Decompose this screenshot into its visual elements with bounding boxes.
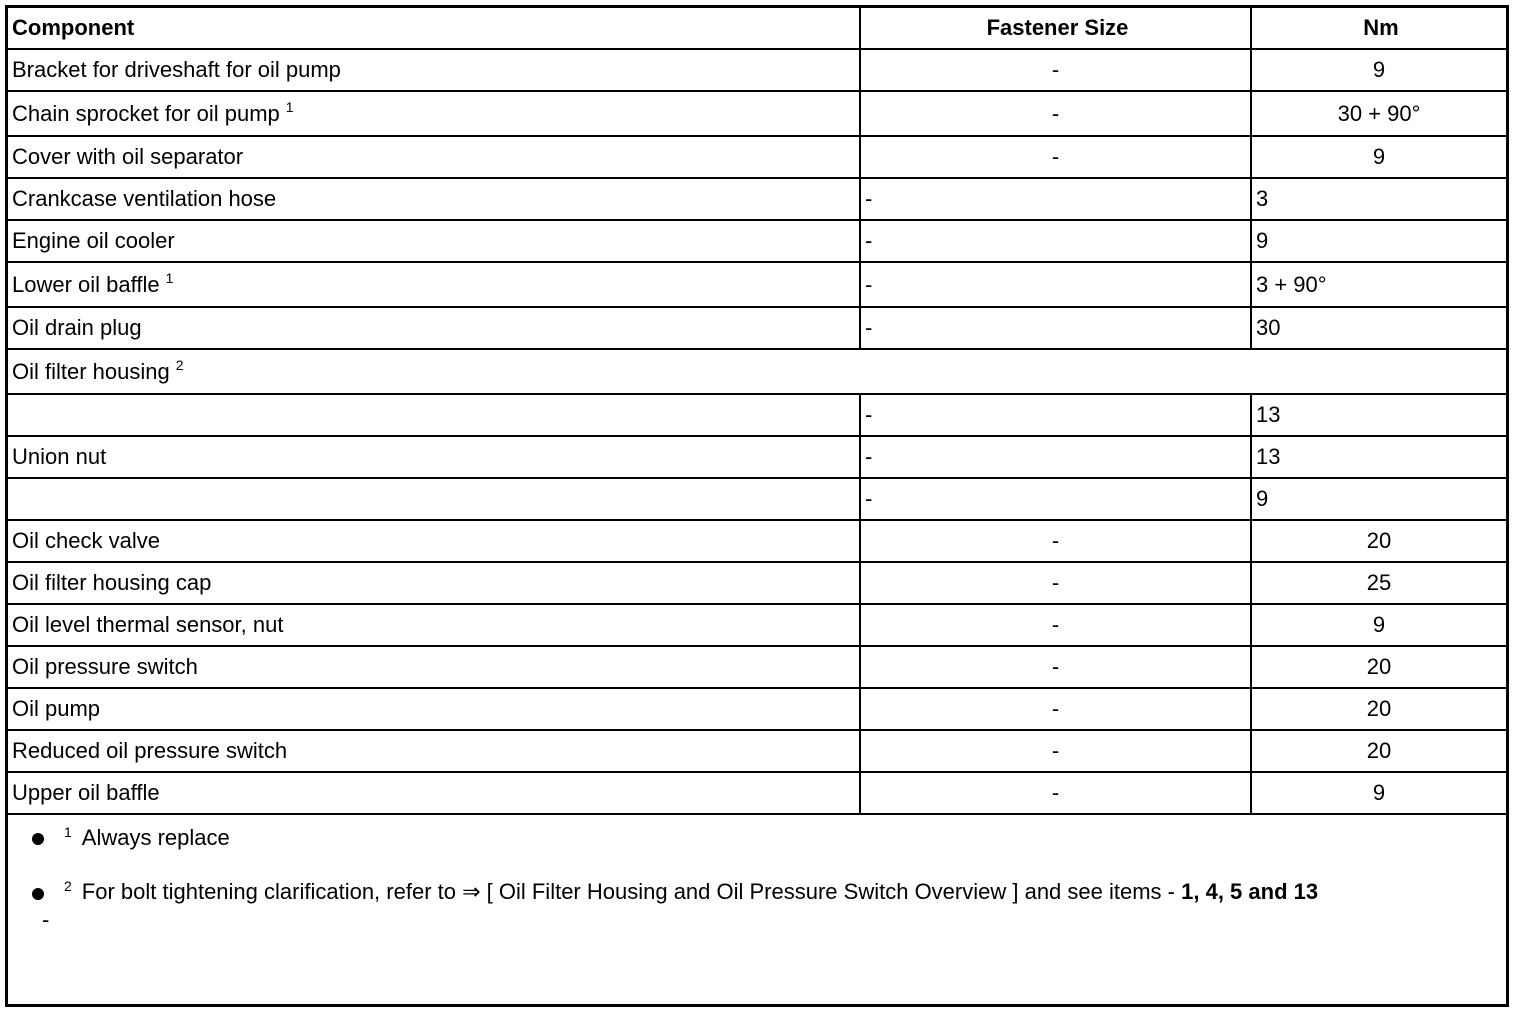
torque-spec-document bbox=[5, 5, 1509, 1007]
component-label: Oil level thermal sensor, nut bbox=[12, 612, 284, 637]
cell-component bbox=[8, 730, 860, 772]
component-label: Oil pressure switch bbox=[12, 654, 198, 679]
table-row bbox=[8, 478, 1506, 520]
cell-component bbox=[8, 220, 860, 262]
cell-fastener-size: - bbox=[860, 520, 1251, 562]
cell-component bbox=[8, 478, 860, 520]
cell-nm: 20 bbox=[1251, 520, 1506, 562]
cell-fastener-size: - bbox=[860, 49, 1251, 91]
table-row bbox=[8, 91, 1506, 136]
cell-nm: 3 + 90° bbox=[1251, 262, 1506, 307]
cell-fastener-size: - bbox=[860, 220, 1251, 262]
cell-nm: 13 bbox=[1251, 394, 1506, 436]
component-label: Oil pump bbox=[12, 696, 101, 721]
table-row bbox=[8, 436, 1506, 478]
cell-fastener-size: - bbox=[860, 562, 1251, 604]
footnote-marker: 2 bbox=[64, 877, 72, 894]
cell-fastener-size: - bbox=[860, 604, 1251, 646]
component-label: Crankcase ventilation hose bbox=[12, 186, 277, 211]
cell-fastener-size: - bbox=[860, 262, 1251, 307]
table-row bbox=[8, 220, 1506, 262]
table-row bbox=[8, 520, 1506, 562]
footnote-marker: 2 bbox=[175, 357, 184, 374]
cell-component bbox=[8, 562, 860, 604]
table-row bbox=[8, 262, 1506, 307]
footnotes bbox=[8, 822, 1506, 956]
cell-nm: 20 bbox=[1251, 646, 1506, 688]
component-label: Chain sprocket for oil pump bbox=[12, 100, 280, 126]
cell-component bbox=[8, 349, 1506, 394]
component-label: Union nut bbox=[12, 444, 107, 469]
cell-fastener-size: - bbox=[860, 730, 1251, 772]
component-label: Oil filter housing cap bbox=[12, 570, 212, 595]
bullet-icon bbox=[32, 888, 44, 900]
cell-nm: 9 bbox=[1251, 478, 1506, 520]
table-row bbox=[8, 136, 1506, 178]
footnote-1 bbox=[8, 822, 1506, 876]
cell-component bbox=[8, 178, 860, 220]
cell-fastener-size: - bbox=[860, 178, 1251, 220]
cell-nm: 25 bbox=[1251, 562, 1506, 604]
cell-fastener-size: - bbox=[860, 91, 1251, 136]
bullet-icon bbox=[32, 833, 44, 845]
component-label: Upper oil baffle bbox=[12, 780, 160, 805]
footnote-item-numbers: 1, 4, 5 and 13 bbox=[1181, 879, 1319, 904]
component-label: Bracket for driveshaft for oil pump bbox=[12, 57, 341, 82]
table-row bbox=[8, 178, 1506, 220]
component-label: Engine oil cooler bbox=[12, 228, 175, 253]
cell-component bbox=[8, 604, 860, 646]
footnote-2 bbox=[8, 876, 1506, 956]
footnote-body: For bolt tightening clarification, refer to ⇒ [ Oil Filter Housing and Oil Pressure Switch Overview ] and see items - bbox=[81, 879, 1175, 904]
component-label: Reduced oil pressure switch bbox=[12, 738, 288, 763]
cell-nm: 9 bbox=[1251, 772, 1506, 814]
cell-component bbox=[8, 91, 860, 136]
cell-component bbox=[8, 394, 860, 436]
cell-fastener-size: - bbox=[860, 646, 1251, 688]
footnote-marker: 1 bbox=[285, 99, 294, 116]
footnote-tail: - bbox=[42, 907, 50, 932]
footnote-marker: 1 bbox=[165, 270, 174, 287]
component-label: Cover with oil separator bbox=[12, 144, 244, 169]
cell-nm: 3 bbox=[1251, 178, 1506, 220]
cell-component bbox=[8, 688, 860, 730]
cell-component bbox=[8, 646, 860, 688]
cell-component bbox=[8, 436, 860, 478]
cell-component bbox=[8, 136, 860, 178]
component-label: Oil drain plug bbox=[12, 315, 142, 340]
cell-fastener-size: - bbox=[860, 688, 1251, 730]
cell-nm: 20 bbox=[1251, 730, 1506, 772]
table-row bbox=[8, 349, 1506, 394]
cell-component bbox=[8, 520, 860, 562]
header-nm: Nm bbox=[1251, 8, 1506, 49]
table-header-row bbox=[8, 8, 1506, 49]
table-row bbox=[8, 688, 1506, 730]
cell-nm: 13 bbox=[1251, 436, 1506, 478]
cell-fastener-size: - bbox=[860, 478, 1251, 520]
cell-fastener-size: - bbox=[860, 307, 1251, 349]
table-row bbox=[8, 604, 1506, 646]
footnote-text bbox=[42, 877, 1499, 934]
table-row bbox=[8, 307, 1506, 349]
cell-nm: 30 + 90° bbox=[1251, 91, 1506, 136]
cell-fastener-size: - bbox=[860, 772, 1251, 814]
table-body bbox=[8, 49, 1506, 814]
table-row bbox=[8, 646, 1506, 688]
footnote-text bbox=[64, 824, 1499, 852]
component-label: Lower oil baffle bbox=[12, 271, 160, 297]
table-row bbox=[8, 730, 1506, 772]
footnote-marker: 1 bbox=[64, 823, 72, 840]
cell-nm: 9 bbox=[1251, 220, 1506, 262]
component-label: Oil check valve bbox=[12, 528, 160, 553]
cell-nm: 9 bbox=[1251, 604, 1506, 646]
table-row bbox=[8, 562, 1506, 604]
cell-fastener-size: - bbox=[860, 136, 1251, 178]
cell-nm: 9 bbox=[1251, 136, 1506, 178]
cell-nm: 20 bbox=[1251, 688, 1506, 730]
footnote-body: Always replace bbox=[81, 825, 230, 850]
cell-component bbox=[8, 262, 860, 307]
cell-fastener-size: - bbox=[860, 436, 1251, 478]
header-component: Component bbox=[8, 8, 860, 49]
table-row bbox=[8, 394, 1506, 436]
cell-nm: 9 bbox=[1251, 49, 1506, 91]
table-row bbox=[8, 49, 1506, 91]
table-row bbox=[8, 772, 1506, 814]
header-fastener-size: Fastener Size bbox=[860, 8, 1251, 49]
torque-spec-table bbox=[8, 8, 1506, 815]
cell-fastener-size: - bbox=[860, 394, 1251, 436]
cell-component bbox=[8, 772, 860, 814]
component-label: Oil filter housing bbox=[12, 358, 170, 384]
cell-component bbox=[8, 307, 860, 349]
cell-nm: 30 bbox=[1251, 307, 1506, 349]
cell-component bbox=[8, 49, 860, 91]
